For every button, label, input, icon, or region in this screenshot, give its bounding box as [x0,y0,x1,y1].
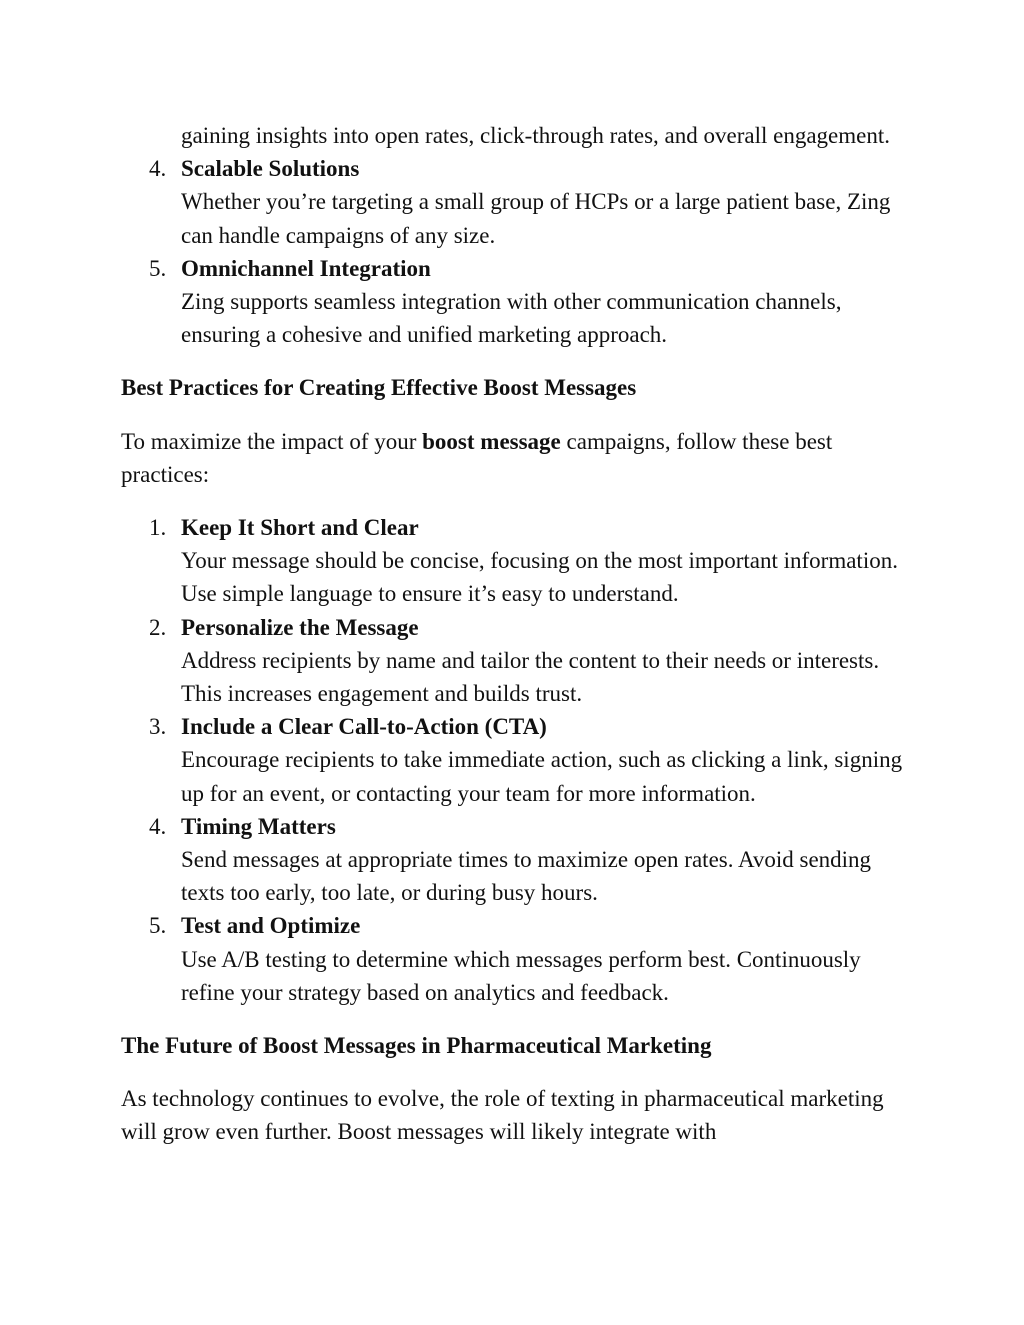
future-paragraph: As technology continues to evolve, the role of texting in pharmaceutical marketing will grow even further. Boost messages will likely integrate with [121,1086,884,1145]
list-item [121,909,911,1009]
intro-paragraph [121,425,911,491]
list-item [121,252,911,352]
list-item-text: Whether you’re targeting a small group of HCPs or a large patient base, Zing can handle campaigns of any size. [181,189,891,248]
features-list [121,152,911,351]
list-item-title: Timing Matters [181,813,336,839]
list-item-title: Keep It Short and Clear [181,515,419,541]
list-item [121,511,911,611]
list-continuation-text: gaining insights into open rates, click-through rates, and overall engagement. [181,123,890,148]
list-item-title: Scalable Solutions [181,156,360,182]
list-item-text: Send messages at appropriate times to maximize open rates. Avoid sending texts too early, too late, or during busy hours. [181,847,872,906]
list-item-number: 1. [149,515,167,541]
list-item-text: Use A/B testing to determine which messages perform best. Continuously refine your strategy based on analytics and feedback. [181,946,861,1005]
section-heading-future: The Future of Boost Messages in Pharmaceutical Marketing [121,1033,712,1059]
list-item [121,152,911,252]
list-item-text: Your message should be concise, focusing on the most important information. Use simple language to ensure it’s easy to understand. [181,548,898,607]
intro-text-start: To maximize the impact of your [121,428,423,454]
list-item-text: Address recipients by name and tailor the content to their needs or interests. This increases engagement and builds trust. [181,647,880,707]
list-item-text: Zing supports seamless integration with other communication channels, ensuring a cohesive and unified marketing approach. [181,289,842,348]
best-practices-list [121,511,911,1009]
list-item [121,710,911,810]
list-item-text: Encourage recipients to take immediate action, such as clicking a link, signing up for an event, or contacting your team for more information. [181,747,903,806]
intro-text-bold: boost message [422,428,561,454]
list-item-number: 2. [149,614,167,640]
list-item-title: Personalize the Message [181,614,419,640]
list-item-title: Include a Clear Call-to-Action (CTA) [181,714,547,740]
list-item-number: 3. [149,714,167,740]
list-item-number: 4. [149,156,167,182]
list-item-number: 5. [149,913,167,939]
list-item-title: Omnichannel Integration [181,255,431,281]
list-item [121,611,911,711]
list-item-title: Test and Optimize [181,913,361,939]
list-item [121,810,911,910]
section-heading-best-practices: Best Practices for Creating Effective Boost Messages [121,375,637,401]
intro-text-end: campaigns, follow these best practices: [121,428,833,487]
list-item-number: 5. [149,255,167,281]
list-item-number: 4. [149,813,167,839]
document-page [121,119,911,1149]
